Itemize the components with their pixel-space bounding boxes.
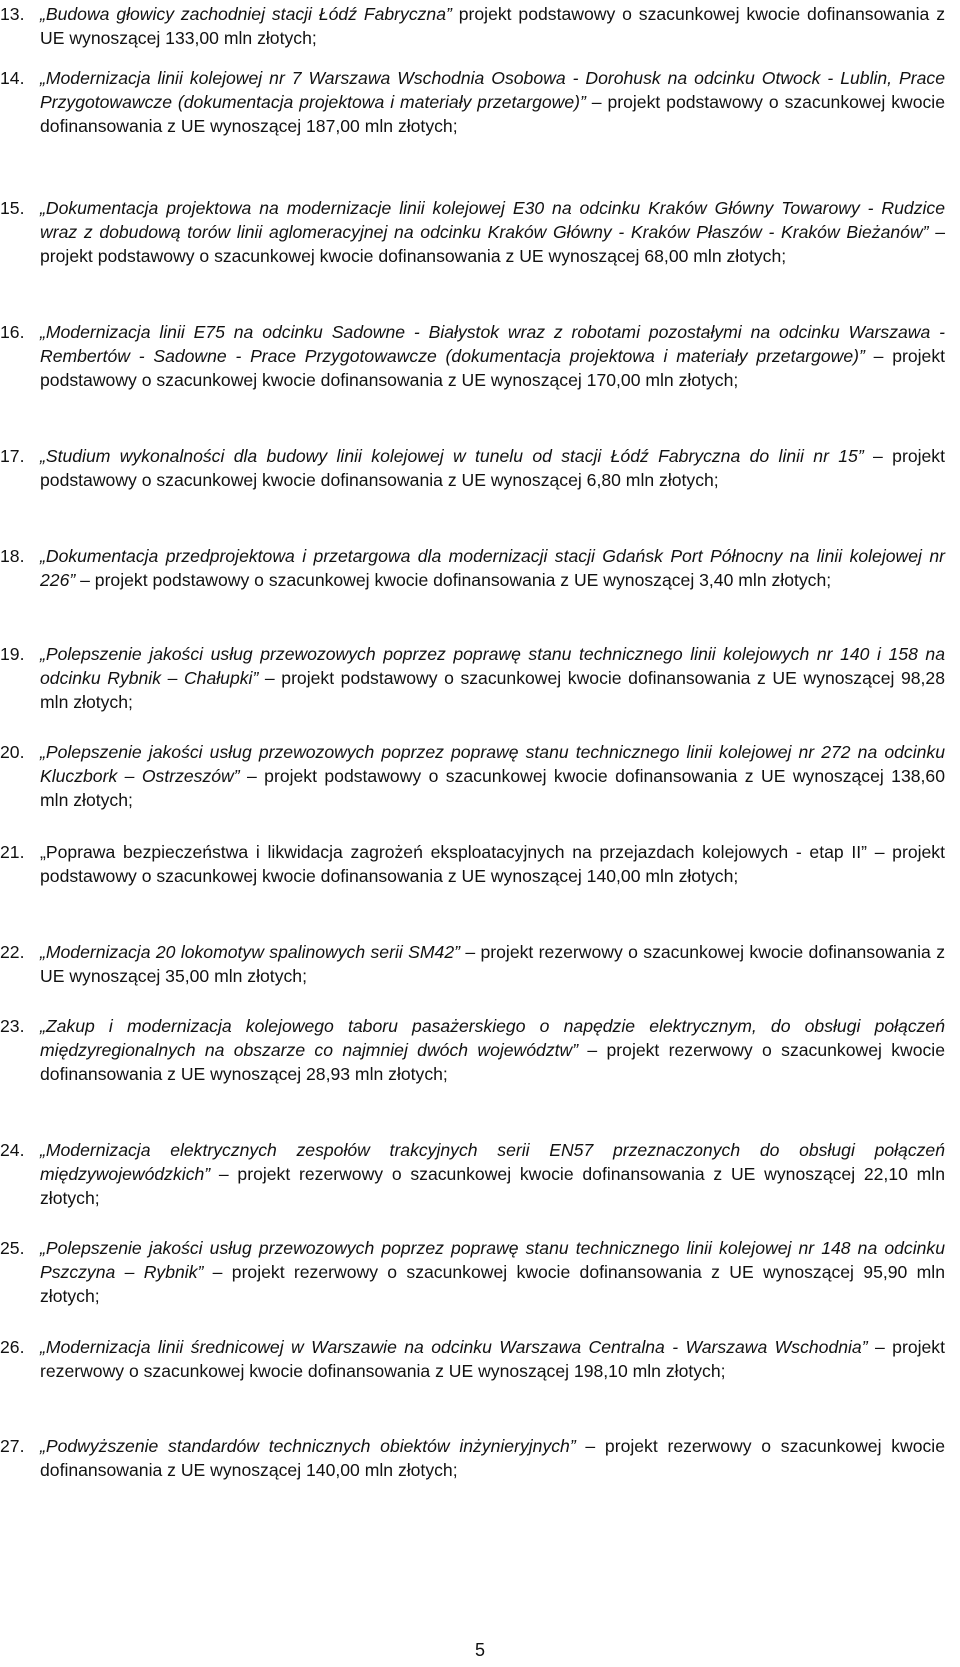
- item-number: 15.: [0, 198, 25, 218]
- item-description: – projekt podstawowy o szacunkowej kwocie dofinansowania z UE wynoszącej 138,60 mln złotych;: [40, 766, 945, 810]
- item-number: 23.: [0, 1016, 25, 1036]
- list-item: [0, 2, 945, 50]
- item-description: – projekt rezerwowy o szacunkowej kwocie dofinansowania z UE wynoszącej 140,00 mln złotych;: [40, 1436, 945, 1480]
- item-number: 20.: [0, 742, 25, 762]
- item-description: – projekt podstawowy o szacunkowej kwocie dofinansowania z UE wynoszącej 170,00 mln złotych;: [40, 346, 945, 390]
- item-title: „Dokumentacja przedprojektowa i przetargowa dla modernizacji stacji Gdańsk Port Północny na linii kolejowej nr 226”: [40, 546, 945, 590]
- list-item: [0, 320, 945, 392]
- list-item: [0, 196, 945, 268]
- item-description: – projekt podstawowy o szacunkowej kwocie dofinansowania z UE wynoszącej 68,00 mln złotych;: [40, 222, 945, 266]
- item-number: 24.: [0, 1140, 25, 1160]
- list-item: [0, 1335, 945, 1383]
- item-number: 21.: [0, 842, 25, 862]
- item-title: „Modernizacja 20 lokomotyw spalinowych serii SM42”: [40, 942, 460, 962]
- item-number: 25.: [0, 1238, 25, 1258]
- item-description: – projekt rezerwowy o szacunkowej kwocie dofinansowania z UE wynoszącej 95,90 mln złotych;: [40, 1262, 945, 1306]
- list-item: [0, 642, 946, 714]
- list-item: [0, 1138, 945, 1210]
- item-title: „Dokumentacja projektowa na modernizacje linii kolejowej E30 na odcinku Kraków Główny Towarowy - Rudzice wraz z dobudową torów linii aglomeracyjnej na odcinku Kraków Główny - Kraków Płaszów - Kraków Bieżanów”: [40, 198, 945, 242]
- item-description: „Poprawa bezpieczeństwa i likwidacja zagrożeń eksploatacyjnych na przejazdach kolejowych - etap II” – projekt podstawowy o szacunkowej kwocie dofinansowania z UE wynoszącej 140,00 mln złotych;: [40, 842, 945, 886]
- item-number: 22.: [0, 942, 25, 962]
- list-item: [0, 544, 945, 592]
- page-number: 5: [474, 1640, 485, 1660]
- item-number: 27.: [0, 1436, 25, 1456]
- item-number: 19.: [0, 644, 25, 664]
- item-title: „Polepszenie jakości usług przewozowych poprzez poprawę stanu technicznego linii kolejowej nr 148 na odcinku Pszczyna – Rybnik”: [40, 1238, 945, 1282]
- item-description: – projekt rezerwowy o szacunkowej kwocie dofinansowania z UE wynoszącej 35,00 mln złotych;: [40, 942, 945, 986]
- item-title: „Modernizacja linii E75 na odcinku Sadowne - Białystok wraz z robotami pozostałymi na odcinku Warszawa - Rembertów - Sadowne - Prace Przygotowawcze (dokumentacja projektowa i materiały przetargowe)”: [40, 322, 945, 366]
- item-description: – projekt podstawowy o szacunkowej kwocie dofinansowania z UE wynoszącej 98,28 mln złotych;: [40, 668, 946, 712]
- item-description: projekt podstawowy o szacunkowej kwocie dofinansowania z UE wynoszącej 133,00 mln złotych;: [40, 4, 945, 48]
- list-item: [0, 840, 945, 888]
- item-title: „Modernizacja linii kolejowej nr 7 Warszawa Wschodnia Osobowa - Dorohusk na odcinku Otwock - Lublin, Prace Przygotowawcze (dokumentacja projektowa i materiały przetargowe)”: [40, 68, 945, 112]
- item-description: – projekt podstawowy o szacunkowej kwocie dofinansowania z UE wynoszącej 6,80 mln złotych;: [40, 446, 945, 490]
- item-title: „Polepszenie jakości usług przewozowych poprzez poprawę stanu technicznego linii kolejowych nr 140 i 158 na odcinku Rybnik – Chałupki”: [40, 644, 945, 688]
- list-item: [0, 1236, 945, 1308]
- item-title: „Modernizacja elektrycznych zespołów trakcyjnych serii EN57 przeznaczonych do obsługi połączeń międzywojewódzkich”: [40, 1140, 945, 1184]
- item-title: „Studium wykonalności dla budowy linii kolejowej w tunelu od stacji Łódź Fabryczna do linii nr 15”: [40, 446, 864, 466]
- list-item: [0, 444, 945, 492]
- list-item: [0, 1014, 945, 1086]
- item-description: – projekt rezerwowy o szacunkowej kwocie dofinansowania z UE wynoszącej 198,10 mln złotych;: [40, 1337, 945, 1381]
- item-title: „Zakup i modernizacja kolejowego taboru pasażerskiego o napędzie elektrycznym, do obsługi połączeń międzyregionalnych na obszarze co najmniej dwóch województw”: [40, 1016, 945, 1060]
- item-number: 13.: [0, 4, 25, 24]
- item-description: – projekt rezerwowy o szacunkowej kwocie dofinansowania z UE wynoszącej 22,10 mln złotych;: [40, 1164, 945, 1208]
- item-number: 16.: [0, 322, 25, 342]
- item-description: – projekt podstawowy o szacunkowej kwocie dofinansowania z UE wynoszącej 3,40 mln złotych;: [75, 570, 832, 590]
- item-title: „Podwyższenie standardów technicznych obiektów inżynieryjnych”: [40, 1436, 576, 1456]
- list-item: [0, 66, 945, 138]
- item-number: 18.: [0, 546, 25, 566]
- item-title: „Budowa głowicy zachodniej stacji Łódź Fabryczna”: [40, 4, 452, 24]
- item-number: 17.: [0, 446, 25, 466]
- item-number: 26.: [0, 1337, 25, 1357]
- list-item: [0, 740, 945, 812]
- item-title: „Polepszenie jakości usług przewozowych poprzez poprawę stanu technicznego linii kolejowej nr 272 na odcinku Kluczbork – Ostrzeszów”: [40, 742, 945, 786]
- item-description: – projekt rezerwowy o szacunkowej kwocie dofinansowania z UE wynoszącej 28,93 mln złotych;: [40, 1040, 945, 1084]
- list-item: [0, 940, 945, 988]
- item-title: „Modernizacja linii średnicowej w Warszawie na odcinku Warszawa Centralna - Warszawa Wschodnia”: [40, 1337, 868, 1357]
- item-number: 14.: [0, 68, 25, 88]
- list-item: [0, 1434, 945, 1482]
- item-description: – projekt podstawowy o szacunkowej kwocie dofinansowania z UE wynoszącej 187,00 mln złotych;: [40, 92, 945, 136]
